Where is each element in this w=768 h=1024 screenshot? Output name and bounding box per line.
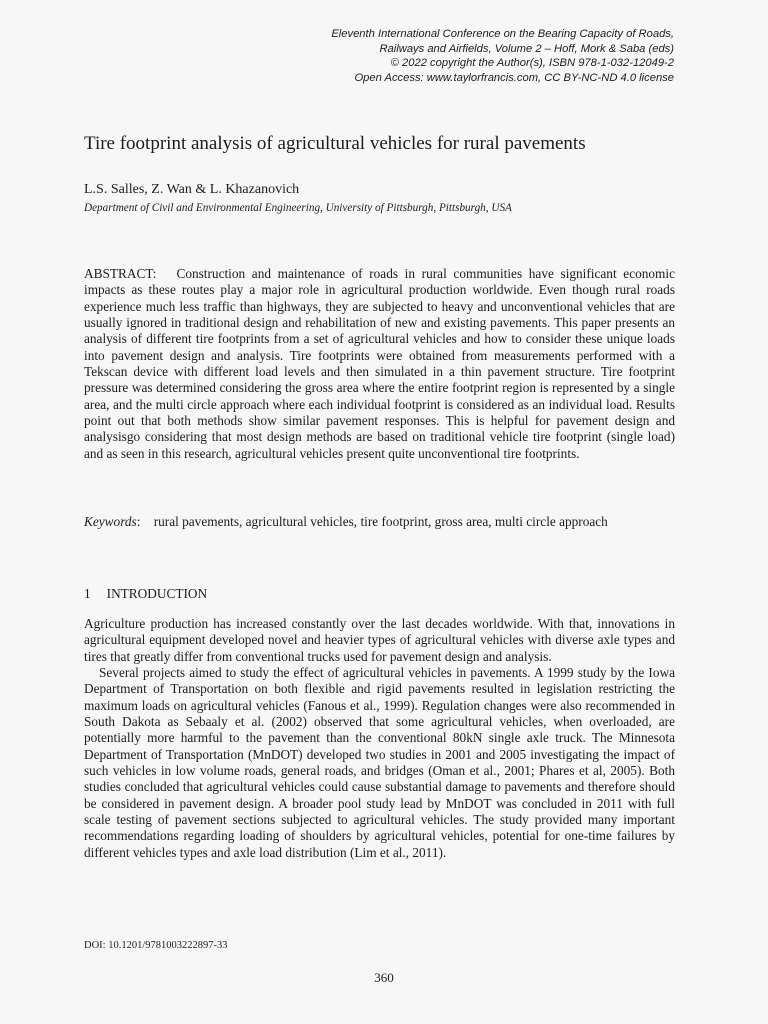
header-line-4: Open Access: www.taylorfrancis.com, CC BY-NC-ND 4.0 license [354,71,674,84]
keywords-text: rural pavements, agricultural vehicles, tire footprint, gross area, multi circle approach [153,514,608,529]
abstract-text: Construction and maintenance of roads in rural communities have significant economic impacts as these routes play a major role in agricultural production worldwide. Even though rural roads experience much less traffic than highways, they are subjected to heavy and unconventional vehicles that are usually ignored in traditional design and rehabilitation of new and existing pavements. This paper presents an analysis of different tire footprints from a set of agricultural vehicles and how to consider these unique loads into pavement design and analysis. Tire footprints were obtained from measurements performed with a Tekscan device with different load levels and then simulated in a thin pavement structure. Tire footprint pressure was determined considering the gross area where the entire footprint region is represented by a single area, and the multi circle approach where each individual footprint is considered as an individual load. Results point out that both methods show similar pavement responses. This is helpful for pavement design and analysisgo considering that most design methods are based on traditional vehicle tire footprint (single load) and as seen in this research, agricultural vehicles present quite unconventional tire footprints. [84,266,675,461]
introduction-body [84,616,675,861]
paper-authors: L.S. Salles, Z. Wan & L. Khazanovich [84,182,300,197]
volume-header [331,27,674,85]
doi: DOI: 10.1201/9781003222897-33 [84,940,228,951]
paper-affiliation: Department of Civil and Environmental Engineering, University of Pittsburgh, Pittsburgh, USA [84,202,512,214]
paper-title: Tire footprint analysis of agricultural vehicles for rural pavements [84,133,586,154]
page-number: 360 [374,970,394,985]
section-title: INTRODUCTION [106,586,208,601]
header-line-2: Railways and Airfields, Volume 2 – Hoff, Mork & Saba (eds) [379,42,674,55]
section-number: 1 [84,586,91,601]
header-line-3: © 2022 copyright the Author(s), ISBN 978-1-032-12049-2 [390,57,674,69]
abstract-label: ABSTRACT: [84,266,157,281]
keywords-label: Keywords [84,514,137,529]
intro-paragraph-2: Several projects aimed to study the effect of agricultural vehicles in pavements. A 1999 study by the Iowa Department of Transportation on both flexible and rigid pavements resulted in legislation restricting the maximum loads on agricultural vehicles (Fanous et al., 1999). Regulation changes were also recommended in South Dakota as Sebaaly et al. (2002) observed that some agricultural vehicles, when overloaded, are potentially more harmful to the pavement than the conventional 80kN single axle truck. The Minnesota Department of Transportation (MnDOT) developed two studies in 2001 and 2005 investigating the impact of such vehicles in low volume roads, general roads, and bridges (Oman et al., 2001; Phares et al, 2005). Both studies concluded that agricultural vehicles could cause substantial damage to pavements and therefore should be considered in pavement design. A broader pool study lead by MnDOT was concluded in 2011 with full scale testing of pavement sections subjected to agricultural vehicles. The study provided many important recommendations regarding loading of shoulders by agricultural vehicles, potential for one-time failures by different vehicles types and axle load distribution (Lim et al., 2011). [84,665,675,860]
header-line-1: Eleventh International Conference on the Bearing Capacity of Roads, [331,28,674,40]
intro-paragraph-1: Agriculture production has increased constantly over the last decades worldwide. With that, innovations in agricultural equipment developed novel and heavier types of agricultural vehicles with diverse axle types and tires that greatly differ from conventional trucks used for pavement design and analysis. [84,616,675,664]
section-heading [84,586,207,602]
keywords: Keywords: rural pavements, agricultural vehicles, tire footprint, gross area, multi circle approach [84,514,608,529]
abstract [84,266,675,462]
